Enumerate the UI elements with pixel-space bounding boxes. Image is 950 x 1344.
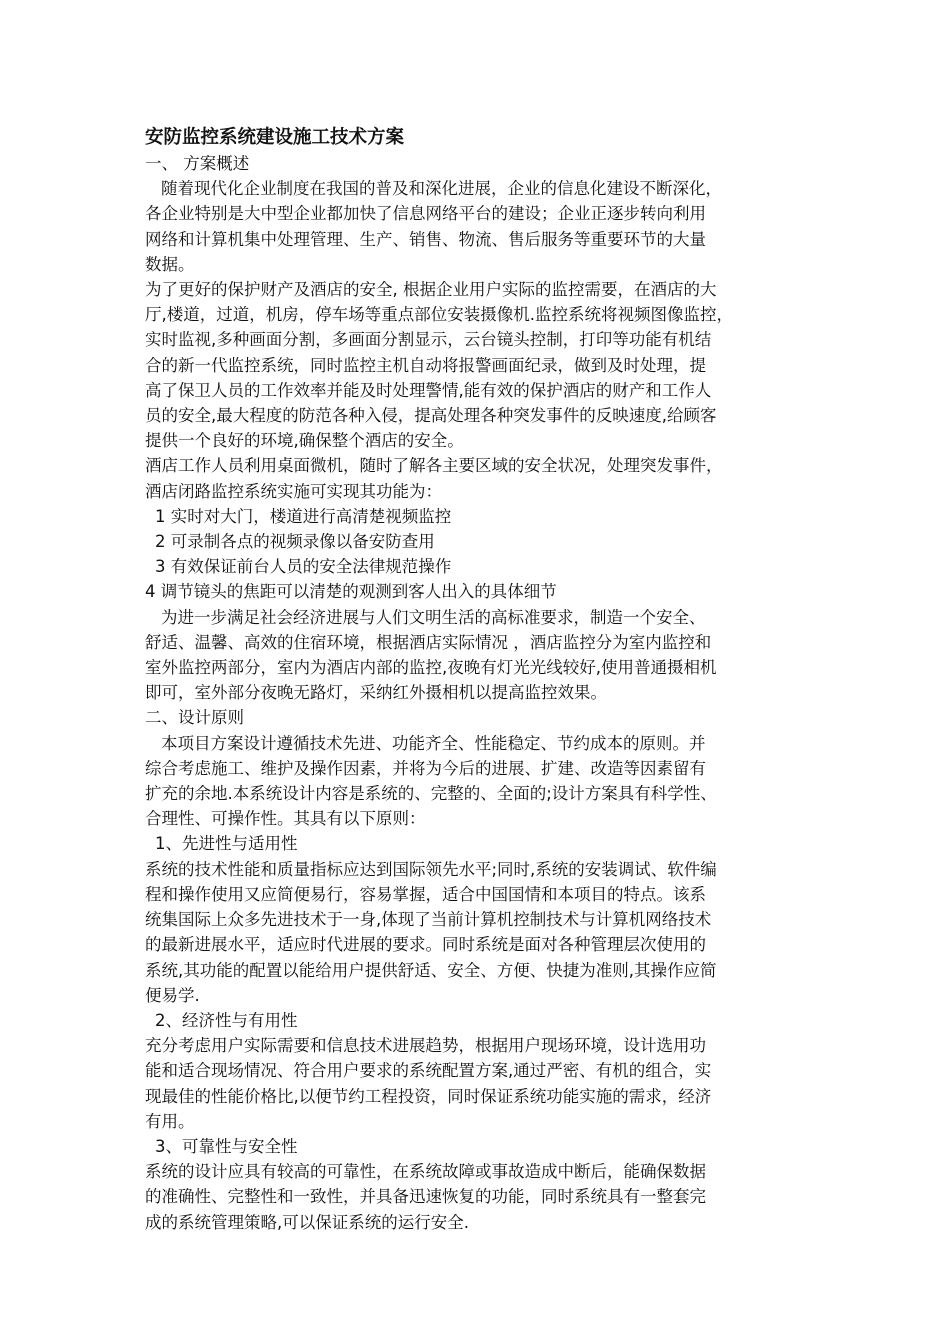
paragraph-line: 系统的技术性能和质量指标应达到国际领先水平;同时,系统的安装调试、软件编 (145, 859, 717, 879)
subsection-heading: 2、经济性与有用性 (155, 1010, 298, 1030)
paragraph-line: 员的安全,最大程度的防范各种入侵，提高处理各种突发事件的反映速度,给顾客 (145, 406, 717, 426)
paragraph-line: 网络和计算机集中处理管理、生产、销售、物流、售后服务等重要环节的大量 (145, 229, 706, 249)
paragraph-line: 成的系统管理策略,可以保证系统的运行安全. (145, 1212, 469, 1232)
paragraph-line: 为进一步满足社会经济进展与人们文明生活的高标准要求，制造一个安全、 (161, 607, 706, 627)
paragraph-line: 综合考虑施工、维护及操作因素，并将为今后的进展、扩建、改造等因素留有 (145, 758, 706, 778)
list-item: 1 实时对大门，楼道进行高清楚视频监控 (155, 506, 452, 526)
paragraph-line: 实时监视,多种画面分割，多画面分割显示，云台镜头控制，打印等功能有机结 (145, 330, 712, 350)
subsection-heading: 1、先进性与适用性 (155, 834, 298, 854)
paragraph-line: 室外监控两部分，室内为酒店内部的监控,夜晚有灯光光线较好,使用普通摄相机 (145, 658, 717, 678)
document-page (145, 125, 815, 1235)
paragraph-line: 舒适、温馨、高效的住宿环境，根据酒店实际情况 ，酒店监控分为室内监控和 (145, 632, 712, 652)
paragraph-line: 酒店工作人员利用桌面微机，随时了解各主要区域的安全状况，处理突发事件， (145, 456, 723, 476)
paragraph-line: 系统的设计应具有较高的可靠性，在系统故障或事故造成中断后，能确保数据 (145, 1162, 706, 1182)
list-item: 4 调节镜头的焦距可以清楚的观测到客人出入的具体细节 (145, 582, 557, 602)
paragraph-line: 厅,楼道，过道，机房，停车场等重点部位安装摄像机.监控系统将视频图像监控， (145, 305, 733, 325)
paragraph-line: 系统,其功能的配置以能给用户提供舒适、安全、方便、快捷为准则,其操作应简 (145, 960, 717, 980)
paragraph-line: 合理性、可操作性。其具有以下原则： (145, 809, 426, 829)
paragraph-line: 的准确性、完整性和一致性，并具备迅速恢复的功能，同时系统具有一整套完 (145, 1187, 706, 1207)
paragraph-line: 数据。 (145, 254, 195, 274)
paragraph-line: 充分考虑用户实际需要和信息技术进展趋势，根据用户现场环境，设计选用功 (145, 1036, 706, 1056)
paragraph-line: 有用。 (145, 1111, 195, 1131)
paragraph-line: 本项目方案设计遵循技术先进、功能齐全、性能稳定、节约成本的原则。并 (161, 733, 706, 753)
subsection-heading: 3、可靠性与安全性 (155, 1136, 298, 1156)
paragraph-line: 高了保卫人员的工作效率并能及时处理警情,能有效的保护酒店的财产和工作人 (145, 380, 712, 400)
paragraph-line: 程和操作使用又应简便易行，容易掌握，适合中国国情和本项目的特点。该系 (145, 884, 706, 904)
paragraph-line: 酒店闭路监控系统实施可实现其功能为： (145, 481, 442, 501)
list-item: 2 可录制各点的视频录像以备安防查用 (155, 532, 435, 552)
paragraph-line: 提供一个良好的环境,确保整个酒店的安全。 (145, 431, 464, 451)
section-heading: 一、 方案概述 (145, 154, 250, 173)
paragraph-line: 能和适合现场情况、符合用户要求的系统配置方案,通过严密、有机的组合，实 (145, 1061, 712, 1081)
paragraph-line: 统集国际上众多先进技术于一身,体现了当前计算机控制技术与计算机网络技术 (145, 910, 712, 930)
paragraph-line: 各企业特别是大中型企业都加快了信息网络平台的建设；企业正逐步转向利用 (145, 204, 706, 224)
paragraph-line: 合的新一代监控系统，同时监控主机自动将报警画面纪录，做到及时处理，提 (145, 355, 706, 375)
paragraph-line: 扩充的余地.本系统设计内容是系统的、完整的、全面的;设计方案具有科学性、 (145, 784, 717, 804)
paragraph-line: 为了更好的保护财产及酒店的安全, 根据企业用户实际的监控需要，在酒店的大 (145, 280, 717, 300)
document-title: 安防监控系统建设施工技术方案 (145, 127, 405, 148)
paragraph-line: 的最新进展水平，适应时代进展的要求。同时系统是面对各种管理层次使用的 (145, 935, 706, 955)
list-item: 3 有效保证前台人员的安全法律规范操作 (155, 557, 452, 577)
paragraph-line: 即可，室外部分夜晚无路灯，采纳红外摄相机以提高监控效果。 (145, 683, 607, 703)
section-heading: 二、设计原则 (145, 708, 244, 728)
paragraph-line: 便易学. (145, 985, 200, 1005)
paragraph-line: 现最佳的性能价格比,以便节约工程投资，同时保证系统功能实施的需求，经济 (145, 1086, 712, 1106)
paragraph-line: 随着现代化企业制度在我国的普及和深化进展，企业的信息化建设不断深化， (161, 179, 722, 199)
